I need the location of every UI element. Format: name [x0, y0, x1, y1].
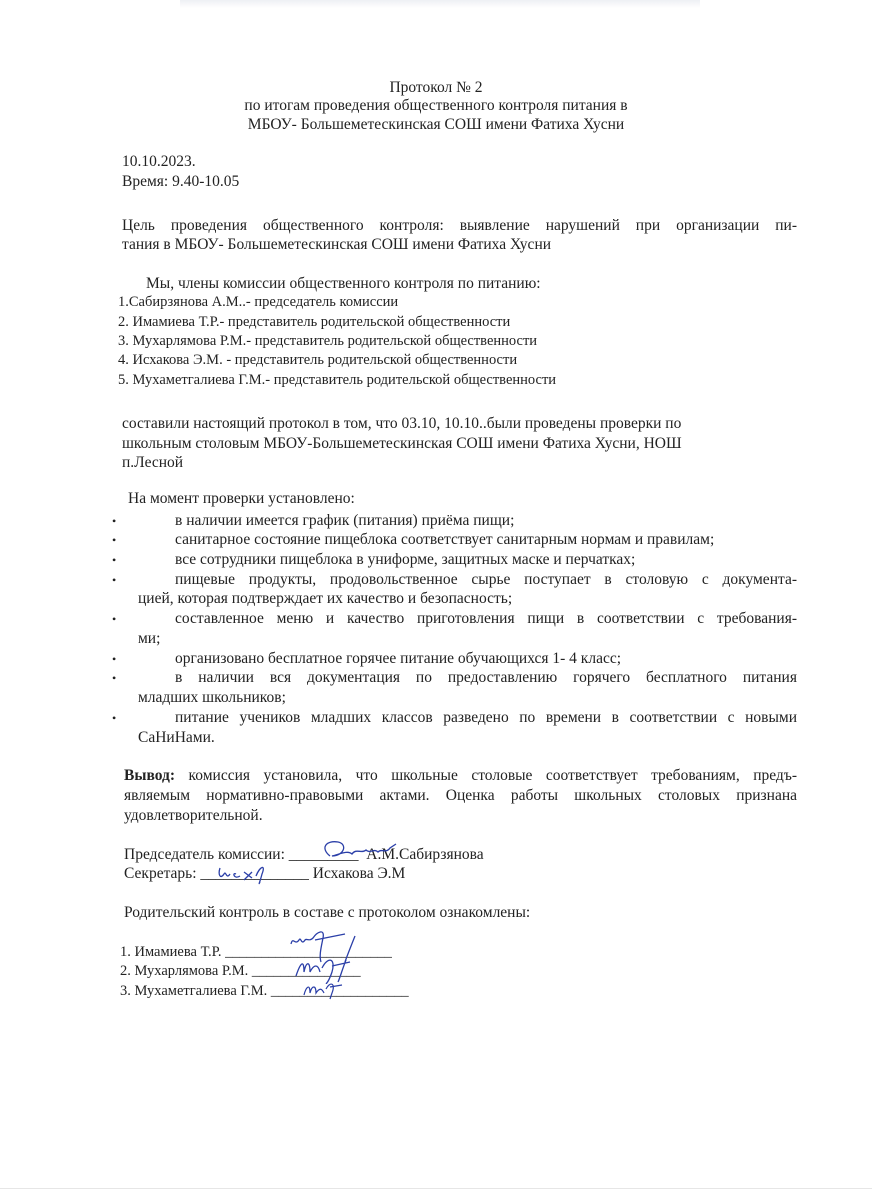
- finding-item: пищевые продукты, продовольственное сырье поступает в столовую с документа-: [175, 571, 797, 588]
- member-item: 3. Мухарлямова Р.М.- представитель родительской общественности: [118, 333, 538, 349]
- finding-item: в наличии имеется график (питания) приёма пищи;: [175, 512, 515, 529]
- member-item: 2. Имамиева Т.Р.- представитель родительской общественности: [118, 314, 511, 330]
- conclusion-text: удовлетворительной.: [124, 807, 263, 824]
- handwritten-signature-parent-3: [300, 977, 350, 1001]
- goal-text: Цель проведения общественного контроля: выявление нарушений при организации пи-: [122, 217, 797, 234]
- goal-text: тания в МБОУ- Большеметескинская СОШ имени Фатиха Хусни: [122, 236, 552, 253]
- parent-signature: 3. Мухаметгалиева Г.М. ___________________: [120, 983, 409, 999]
- secretary-signature-line: Секретарь: ______________ Исхакова Э.М: [124, 865, 406, 882]
- finding-item: питание учеников младших классов разведено по времени в соответствии с новыми: [175, 709, 797, 726]
- document-subtitle: МБОУ- Большеметескинская СОШ имени Фатиха Хусни: [247, 116, 625, 133]
- handwritten-signature-chair: [318, 838, 408, 864]
- scan-edge: [0, 1188, 872, 1189]
- findings-intro: На момент проверки установлено:: [128, 490, 355, 507]
- secretary-name: Исхакова Э.М: [312, 865, 406, 882]
- parents-intro: Родительский контроль в составе с протоколом ознакомлены:: [124, 904, 531, 921]
- time: Время: 9.40-10.05: [122, 173, 240, 190]
- finding-item-cont: СаНиНами.: [138, 729, 215, 746]
- finding-item-cont: ми;: [138, 630, 161, 647]
- finding-item: организовано бесплатное горячее питание обучающихся 1- 4 класс;: [175, 650, 622, 667]
- bullet-icon: •: [112, 652, 117, 666]
- conclusion-text: являемым нормативно-правовыми актами. Оценка работы школьных столовых признана: [124, 787, 797, 804]
- finding-item: все сотрудники пищеблока в униформе, защитных маске и перчатках;: [175, 551, 636, 568]
- parent-signature: 2. Мухарлямова Р.М. _______________: [120, 963, 361, 979]
- member-item: 1.Сабирзянова А.М..- председатель комиссии: [118, 294, 399, 310]
- composed-text: п.Лесной: [122, 454, 184, 471]
- bullet-icon: •: [112, 533, 117, 547]
- chair-signature-line: Председатель комиссии: _________ А.М.Сабирзянова: [124, 846, 484, 863]
- handwritten-signature-secretary: [212, 860, 282, 888]
- bullet-icon: •: [112, 514, 117, 528]
- finding-item: составленное меню и качество приготовления пищи в соответствии с требования-: [175, 610, 797, 627]
- conclusion-label: Вывод:: [124, 767, 176, 784]
- members-intro: Мы, члены комиссии общественного контроля по питанию:: [146, 275, 541, 292]
- finding-item: санитарное состояние пищеблока соответствует санитарным нормам и правилам;: [175, 531, 715, 548]
- bullet-icon: •: [112, 671, 117, 685]
- bullet-icon: •: [112, 711, 117, 725]
- chair-name: А.М.Сабирзянова: [366, 846, 484, 863]
- document-title: Протокол № 2: [389, 79, 483, 96]
- finding-item-cont: младших школьников;: [138, 689, 286, 706]
- conclusion-text: Вывод: комиссия установила, что школьные столовые соответствует требованиям, предъ-: [124, 767, 797, 784]
- scan-shade: [180, 0, 700, 8]
- composed-text: школьным столовым МБОУ-Большеметескинская СОШ имени Фатиха Хусни, НОШ: [122, 435, 682, 452]
- bullet-icon: •: [112, 612, 117, 626]
- document-subtitle: по итогам проведения общественного контроля питания в: [244, 97, 628, 114]
- composed-text: составили настоящий протокол в том, что 03.10, 10.10..были проведены проверки по: [122, 415, 682, 432]
- date: 10.10.2023.: [122, 153, 196, 170]
- member-item: 5. Мухаметгалиева Г.М.- представитель родительской общественности: [118, 372, 557, 388]
- finding-item-cont: цией, которая подтверждает их качество и безопасность;: [138, 590, 513, 607]
- bullet-icon: •: [112, 573, 117, 587]
- member-item: 4. Исхакова Э.М. - представитель родительской общественности: [118, 352, 518, 368]
- parent-signature: 1. Имамиева Т.Р. _______________________: [120, 944, 392, 960]
- finding-item: в наличии вся документация по предоставлению горячего бесплатного питания: [175, 669, 797, 686]
- bullet-icon: •: [112, 553, 117, 567]
